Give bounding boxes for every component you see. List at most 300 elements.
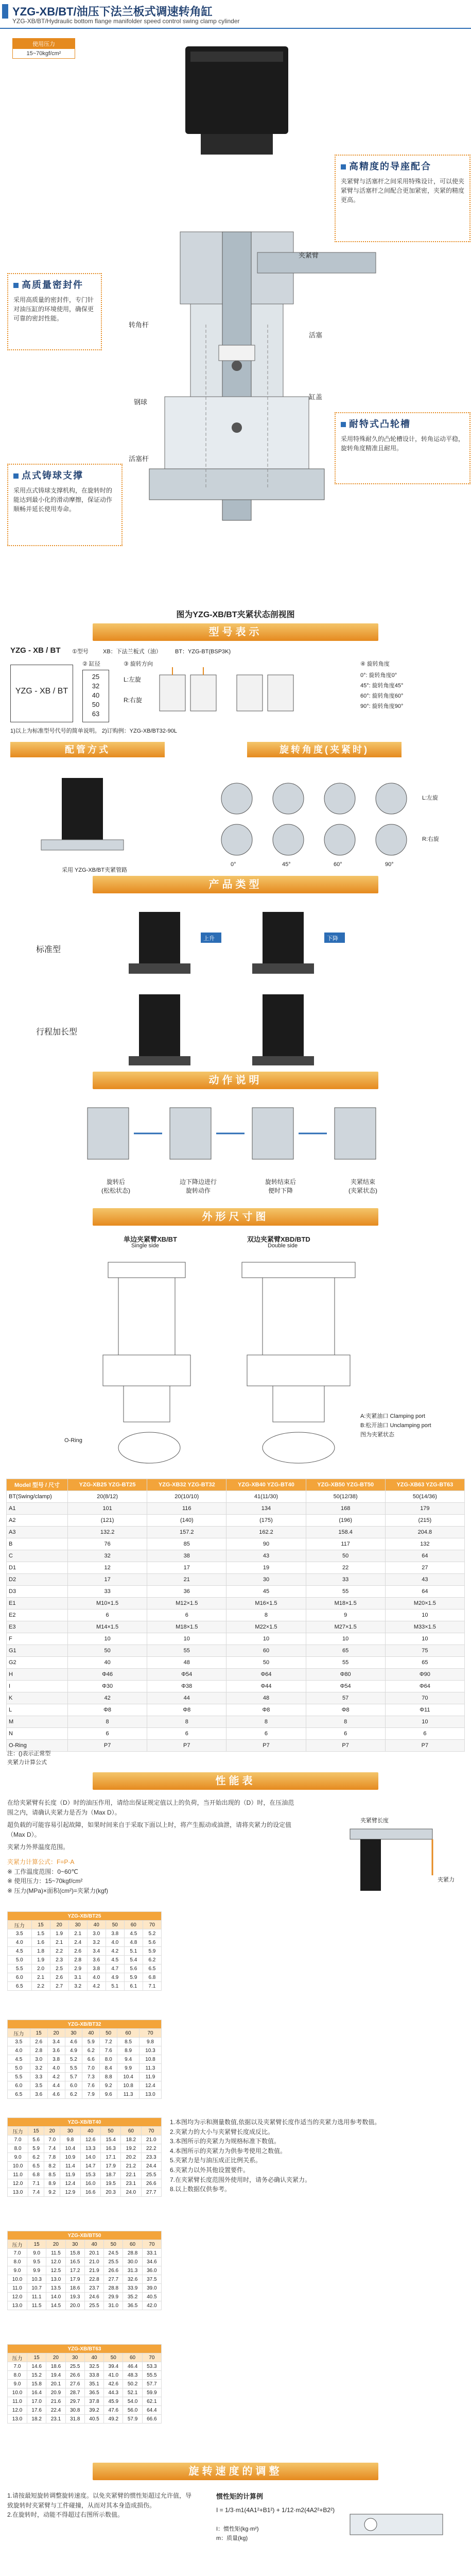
dim-table-row	[7, 1621, 465, 1633]
dim-legend-b: B:松开油口 Unclamping port	[360, 1422, 431, 1429]
perf-table-cell: 6.0	[8, 1973, 32, 1982]
dim-table-cell: 116	[147, 1503, 226, 1515]
perf-table-cell: 27.6	[65, 2380, 84, 2388]
perf-table-col: 60	[117, 2029, 139, 2038]
perf-table-cell: 5.0	[8, 1956, 32, 1964]
perf-table-cell: 2.6	[68, 1947, 87, 1956]
dim-table-cell: 132.2	[68, 1527, 147, 1538]
section-rotation: 旋转角度(夹紧时)	[247, 742, 402, 757]
dim-table-row	[7, 1657, 465, 1669]
perf-table-cell: 8.2	[44, 2162, 60, 2171]
bore-option: 40	[92, 691, 100, 699]
perf-table-cell: 20.3	[100, 2188, 120, 2197]
perf-table-row	[8, 2153, 162, 2162]
type-extended: 行程加长型	[36, 1028, 78, 1037]
perf-table-cell: 12.5	[46, 2266, 65, 2275]
callout-support-title: 点式铸球支撑	[22, 470, 83, 481]
bore-option: 32	[92, 682, 100, 690]
perf-table-cell: 1.8	[31, 1947, 50, 1956]
tag-up: 上升	[203, 936, 215, 942]
dim-table-cell: G2	[7, 1657, 68, 1669]
perf-table-cell: 4.5	[106, 1956, 124, 1964]
speed-unit: m：质量(kg)	[216, 2535, 248, 2541]
perf-table-cell: 21.0	[84, 2258, 103, 2266]
dim-table-cell: 64	[385, 1550, 464, 1562]
rotation-angle: 45°	[282, 861, 291, 868]
perf-table-col: 50	[104, 2240, 123, 2249]
perf-table-cell: 34.6	[142, 2258, 161, 2266]
dim-header-cell: YZG-XB40 YZG-BT40	[226, 1479, 306, 1491]
perf-table-cell: 56.0	[123, 2406, 142, 2415]
perf-table-cell: 5.5	[65, 2064, 82, 2073]
dim-table-cell: 43	[226, 1550, 306, 1562]
dim-table-cell: Φ64	[385, 1681, 464, 1692]
perf-spec: ※ 使用压力：15~70kgf/cm²	[7, 1877, 83, 1885]
dim-table-cell: Φ44	[226, 1681, 306, 1692]
label-clamp-arm: 夹紧臂	[299, 251, 319, 259]
perf-table-cell: 23.1	[46, 2415, 65, 2424]
dim-table-row	[7, 1527, 465, 1538]
bore-options	[82, 670, 109, 722]
perf-table-cell: 36.5	[123, 2301, 142, 2310]
perf-table-cell: 9.0	[8, 2153, 28, 2162]
dim-table-cell: 50	[226, 1657, 306, 1669]
dim-table-cell: 33	[306, 1574, 385, 1586]
perf-table-cell: 5.6	[143, 1938, 161, 1947]
perf-table-cell: 30.0	[123, 2258, 142, 2266]
dim-table-row	[7, 1681, 465, 1692]
section-piping: 配管方式	[10, 742, 165, 757]
perf-table-cell: 9.0	[8, 2380, 27, 2388]
perf-table-cell: 55.5	[142, 2371, 161, 2380]
perf-table-row	[8, 2380, 162, 2388]
perf-table-col: 15	[28, 2127, 44, 2136]
dim-table-cell: 179	[385, 1503, 464, 1515]
callout-precision-text: 夹紧臂与活塞杆之间采用特殊设计，可以使夹紧臂与活塞杆之间配合更加紧密，夹紧的精度更高。	[341, 178, 465, 204]
perf-table-cell: 9.0	[27, 2249, 46, 2258]
dim-table-cell: 90	[226, 1538, 306, 1550]
perf-table-cell: 18.7	[100, 2171, 120, 2179]
dim-table-cell: Φ54	[306, 1681, 385, 1692]
perf-table-cell: 24.0	[121, 2188, 141, 2197]
perf-table-cell: 59.9	[142, 2388, 161, 2397]
perf-table-col: 20	[46, 2240, 65, 2249]
perf-table-cell: 46.4	[123, 2362, 142, 2371]
perf-table-cell: 11.4	[60, 2162, 80, 2171]
perf-table-cell: 2.0	[31, 1964, 50, 1973]
dim-table-cell: 10	[306, 1633, 385, 1645]
perf-table-cell: 6.2	[143, 1956, 161, 1964]
perf-table-row	[8, 2388, 162, 2397]
dim-table-cell: 6	[68, 1728, 147, 1740]
perf-table-title: YZG-XB/BT25	[8, 1912, 162, 1921]
perf-table-col: 15	[31, 1921, 50, 1929]
perf-note: 6.夹紧力以外其他设置要件。	[170, 2166, 250, 2174]
perf-table-cell: 7.0	[8, 2136, 28, 2144]
perf-table-row	[8, 1964, 162, 1973]
perf-table-cell: 29.9	[104, 2293, 123, 2301]
perf-table-row	[8, 2406, 162, 2415]
dim-table-cell: 134	[226, 1503, 306, 1515]
dim-table-cell: I	[7, 1681, 68, 1692]
section-product-types: 产品类型	[93, 876, 378, 893]
perf-table-cell: 8.9	[44, 2179, 60, 2188]
callout-groove-text: 采用特殊耐久的凸轮槽设计，转角运动平稳，旋转角度精准且耐用。	[341, 435, 465, 452]
perf-table-cell: 2.6	[50, 1973, 68, 1982]
dim-table-row	[7, 1538, 465, 1550]
perf-table-cell: 32.6	[123, 2275, 142, 2284]
perf-table-row	[8, 2064, 162, 2073]
section-dimensions: 外形尺寸图	[93, 1208, 378, 1226]
perf-table-cell: 13.0	[46, 2275, 65, 2284]
perf-table-cell: 12.0	[8, 2179, 28, 2188]
dim-table-cell: 17	[68, 1574, 147, 1586]
perf-table-cell: 29.7	[65, 2397, 84, 2406]
perf-table-cell: 8.4	[100, 2064, 117, 2073]
dim-table-cell: 8	[68, 1716, 147, 1728]
motion-step-1: 旋转后 (松松状态)	[101, 1178, 130, 1194]
pressure-value: 15~70kgf/cm²	[26, 50, 61, 57]
perf-table-cell: 35.2	[123, 2293, 142, 2301]
dim-table-cell: 157.2	[147, 1527, 226, 1538]
perf-table-cell: 9.2	[44, 2188, 60, 2197]
dim-table-cell: 19	[226, 1562, 306, 1574]
perf-table-cell: 24.6	[84, 2293, 103, 2301]
perf-table-col: 30	[65, 2029, 82, 2038]
perf-table-cell: 3.0	[87, 1929, 106, 1938]
dim-table-cell: G1	[7, 1645, 68, 1657]
model-code-box	[10, 665, 73, 722]
perf-table-cell: 4.5	[8, 2055, 30, 2064]
dim-header-cell: Model 型号 / 尺寸	[7, 1479, 68, 1491]
dim-table-cell: 65	[306, 1645, 385, 1657]
perf-table-cell: 37.5	[142, 2275, 161, 2284]
dim-table-cell: 6	[385, 1728, 464, 1740]
model-type-header: ①型号	[72, 649, 89, 655]
perf-table-cell: 9.8	[60, 2136, 80, 2144]
perf-table-cell: 20.9	[46, 2388, 65, 2397]
perf-table-title: YZG-XB/BT32	[8, 2020, 162, 2029]
model-footnote: 1)以上为标准型号代号的简单说明。 2)订购例：YZG-XB/BT32-90L	[10, 728, 177, 734]
dim-table-cell: 50(14/36)	[385, 1491, 464, 1503]
dim-table-cell: 6	[147, 1609, 226, 1621]
perf-table-cell: 11.1	[27, 2293, 46, 2301]
perf-table-cell: 5.2	[65, 2055, 82, 2064]
perf-table-cell: 8.0	[100, 2055, 117, 2064]
perf-table-cell: 25.5	[84, 2301, 103, 2310]
dim-table-cell: A2	[7, 1515, 68, 1527]
perf-table	[7, 2117, 162, 2197]
perf-table-row	[8, 2171, 162, 2179]
square-icon	[13, 473, 19, 479]
dim-table-cell: Φ46	[68, 1669, 147, 1681]
perf-table-cell: 19.2	[121, 2144, 141, 2153]
dim-table-cell: 75	[385, 1645, 464, 1657]
perf-table-cell: 10.8	[139, 2055, 162, 2064]
page-title: YZG-XB/BT/油压下法兰板式调速转角缸	[12, 5, 213, 18]
dim-table-cell: 44	[147, 1692, 226, 1704]
perf-table-cell: 4.0	[47, 2064, 65, 2073]
perf-table-cell: 8.0	[8, 2258, 27, 2266]
pressure-label: 使用压力	[13, 39, 75, 49]
perf-table-cell: 54.0	[123, 2397, 142, 2406]
perf-table-cell: 9.5	[27, 2258, 46, 2266]
perf-table-cell: 22.1	[121, 2171, 141, 2179]
perf-table-cell: 8.0	[8, 2144, 28, 2153]
perf-table-cell: 6.2	[82, 2046, 100, 2055]
dim-table-cell: 27	[385, 1562, 464, 1574]
speed-unit: I：惯性矩(kg·m²)	[216, 2526, 259, 2532]
perf-table-cell: 3.2	[30, 2064, 47, 2073]
perf-table-cell: 7.2	[100, 2038, 117, 2046]
perf-table-cell: 14.7	[80, 2162, 100, 2171]
perf-table-cell: 15.2	[27, 2371, 46, 2380]
dim-table-body	[7, 1491, 465, 1752]
perf-table-cell: 6.5	[28, 2162, 44, 2171]
perf-table-cell: 16.6	[80, 2188, 100, 2197]
dim-table-cell: P7	[385, 1740, 464, 1752]
perf-table-cell: 62.1	[142, 2397, 161, 2406]
dim-table-cell: (175)	[226, 1515, 306, 1527]
perf-table-cell: 11.9	[139, 2073, 162, 2081]
perf-formula: 夹紧力计算公式：F=P·A	[7, 1858, 75, 1866]
callout-precision	[335, 155, 470, 242]
perf-table-cell: 9.0	[8, 2266, 27, 2275]
perf-table-col: 压力	[8, 1921, 32, 1929]
perf-table-col: 30	[68, 1921, 87, 1929]
perf-table-cell: 3.5	[8, 2038, 30, 2046]
perf-table-cell: 2.2	[31, 1982, 50, 1991]
rotation-left: L:左旋	[422, 795, 439, 801]
callout-precision-title: 高精度的导座配合	[349, 161, 431, 172]
perf-table-row	[8, 2055, 162, 2064]
dim-table-cell: Φ80	[306, 1669, 385, 1681]
perf-table-cell: 4.0	[8, 1938, 32, 1947]
perf-table-cell: 2.1	[31, 1973, 50, 1982]
direction-right: R:右旋	[124, 697, 143, 704]
perf-table-cell: 40.5	[142, 2293, 161, 2301]
perf-table-cell: 10.0	[8, 2162, 28, 2171]
perf-table	[7, 2344, 162, 2424]
square-icon	[341, 164, 346, 170]
dim-table-cell: C	[7, 1550, 68, 1562]
dim-table-cell: 41(11/30)	[226, 1491, 306, 1503]
dim-table-cell: Φ30	[68, 1681, 147, 1692]
perf-table-cell: 11.3	[117, 2090, 139, 2099]
dim-table-row	[7, 1704, 465, 1716]
dim-table-row	[7, 1645, 465, 1657]
perf-table-cell: 8.8	[100, 2073, 117, 2081]
dim-table-cell: Φ8	[147, 1704, 226, 1716]
dim-table-cell: 32	[68, 1550, 147, 1562]
perf-table-cell: 27.7	[104, 2275, 123, 2284]
perf-table-cell: 7.0	[8, 2362, 27, 2371]
perf-table-cell: 28.8	[104, 2284, 123, 2293]
perf-table-row	[8, 2266, 162, 2275]
bore-option: 25	[92, 673, 100, 681]
perf-table-cell: 5.9	[124, 1973, 143, 1982]
dim-table-cell: 22	[306, 1562, 385, 1574]
dim-table-cell: P7	[306, 1740, 385, 1752]
perf-table-row	[8, 2038, 162, 2046]
dim-table-row	[7, 1728, 465, 1740]
perf-table-cell: 11.0	[8, 2284, 27, 2293]
dim-table-cell: 36	[147, 1586, 226, 1598]
perf-table-row	[8, 2179, 162, 2188]
dim-table-header	[7, 1479, 465, 1491]
perf-table-cell: 20.0	[65, 2301, 84, 2310]
callout-seal	[7, 273, 102, 350]
perf-bullets	[7, 1798, 295, 1895]
perf-table-row	[8, 2275, 162, 2284]
perf-table-cell: 7.1	[28, 2179, 44, 2188]
perf-table-cell: 42.0	[142, 2301, 161, 2310]
dim-table-cell: Φ8	[68, 1704, 147, 1716]
dim-double-label: 双边夹紧臂XBD/BTD	[247, 1235, 310, 1243]
perf-table-cell: 20.1	[46, 2380, 65, 2388]
perf-table-cell: 7.1	[143, 1982, 161, 1991]
perf-table-cell: 25.5	[104, 2258, 123, 2266]
section-performance: 性能表	[93, 1772, 378, 1790]
header	[0, 0, 471, 31]
section-model: 型号表示	[93, 623, 378, 641]
perf-table-row	[8, 1938, 162, 1947]
label-cover: 缸盖	[309, 393, 323, 401]
perf-table-cell: 3.6	[47, 2046, 65, 2055]
dim-table-cell: P7	[147, 1740, 226, 1752]
perf-table-cell: 5.4	[124, 1956, 143, 1964]
perf-table-cell: 11.0	[8, 2397, 27, 2406]
perf-table-cell: 9.4	[117, 2055, 139, 2064]
dim-table-row	[7, 1586, 465, 1598]
callout-groove-title: 耐特式凸轮槽	[349, 419, 411, 429]
perf-table-cell: 36.0	[142, 2266, 161, 2275]
perf-table-col: 50	[106, 1921, 124, 1929]
perf-table-cell: 27.7	[141, 2188, 161, 2197]
perf-table-cell: 4.0	[106, 1938, 124, 1947]
dim-table-cell: M33×1.5	[385, 1621, 464, 1633]
perf-table-cell: 4.6	[65, 2038, 82, 2046]
perf-table-cell: 5.7	[65, 2073, 82, 2081]
label-piston: 活塞	[309, 331, 323, 339]
perf-table-cell: 42.6	[104, 2380, 123, 2388]
perf-table-cell: 4.0	[8, 2046, 30, 2055]
perf-table-cell: 2.2	[50, 1947, 68, 1956]
dim-table-cell: M22×1.5	[226, 1621, 306, 1633]
dim-note2: 夹紧力计算公式	[7, 1759, 47, 1766]
perf-note: 5.夹紧力是与油压成正比例关系。	[170, 2157, 262, 2164]
dim-table-cell: M12×1.5	[147, 1598, 226, 1609]
perf-table-cell: 49.2	[104, 2415, 123, 2424]
perf-table-cell: 6.0	[65, 2081, 82, 2090]
perf-table	[7, 1911, 162, 1991]
perf-table-cell: 6.1	[124, 1982, 143, 1991]
perf-table-cell: 26.6	[104, 2266, 123, 2275]
dim-table-row	[7, 1562, 465, 1574]
perf-table-cell: 28.7	[65, 2388, 84, 2397]
perf-table-col: 压力	[8, 2029, 30, 2038]
header-divider	[0, 28, 471, 29]
perf-table-cell: 47.6	[104, 2406, 123, 2415]
dim-table-cell: 204.8	[385, 1527, 464, 1538]
perf-table-cell: 26.6	[65, 2371, 84, 2380]
model-code: YZG - XB / BT	[10, 646, 61, 655]
perf-table-cell: 13.0	[8, 2415, 27, 2424]
perf-table-cell: 3.4	[87, 1947, 106, 1956]
perf-table-col: 40	[87, 1921, 106, 1929]
dim-table-cell: 10	[226, 1633, 306, 1645]
perf-table-cell: 18.2	[121, 2136, 141, 2144]
perf-table-title: YZG-XB/BT63	[8, 2345, 162, 2353]
perf-table-row	[8, 1929, 162, 1938]
perf-table-cell: 21.6	[46, 2397, 65, 2406]
dim-note1: 注：()表示正常型	[7, 1751, 51, 1757]
perf-table-cell: 17.0	[27, 2397, 46, 2406]
perf-table-cell: 9.9	[27, 2266, 46, 2275]
perf-table-cell: 6.5	[143, 1964, 161, 1973]
perf-table	[7, 2020, 162, 2099]
dim-table-row	[7, 1692, 465, 1704]
perf-table-row	[8, 1982, 162, 1991]
perf-table-cell: 4.6	[47, 2090, 65, 2099]
dim-header-cell: YZG-XB50 YZG-BT50	[306, 1479, 385, 1491]
perf-table-cell: 39.2	[84, 2406, 103, 2415]
dim-table-cell: 60	[226, 1645, 306, 1657]
perf-table-col: 60	[124, 1921, 143, 1929]
perf-table-col: 20	[50, 1921, 68, 1929]
perf-table-cell: 10.0	[8, 2275, 27, 2284]
dim-table-cell: A1	[7, 1503, 68, 1515]
perf-table-cell: 3.5	[8, 1929, 32, 1938]
perf-note: 3.本图所示的夹紧力为规格标准下数值。	[170, 2138, 281, 2145]
rotation-diagram	[206, 768, 463, 860]
perf-table-cell: 12.9	[60, 2188, 80, 2197]
perf-table-cell: 7.6	[82, 2081, 100, 2090]
perf-table-col: 60	[123, 2353, 142, 2362]
perf-table-cell: 12.0	[46, 2258, 65, 2266]
callout-support	[7, 464, 123, 546]
perf-diagram	[329, 1798, 458, 1901]
perf-table-cell: 5.0	[8, 2064, 30, 2073]
perf-table-cell: 19.4	[46, 2371, 65, 2380]
dim-table-cell: 12	[68, 1562, 147, 1574]
angle-option: 45°: 旋转角度45°	[360, 683, 404, 689]
dim-table-cell: Φ8	[226, 1704, 306, 1716]
dim-table-cell: E2	[7, 1609, 68, 1621]
perf-table-cell: 16.4	[27, 2388, 46, 2397]
perf-table-cell: 23.1	[121, 2179, 141, 2188]
perf-table-cell: 45.9	[104, 2397, 123, 2406]
perf-table-cell: 52.1	[123, 2388, 142, 2397]
dim-table-cell: M18×1.5	[147, 1621, 226, 1633]
perf-table-col: 30	[65, 2353, 84, 2362]
dim-table-cell: 30	[226, 1574, 306, 1586]
perf-table-row	[8, 1956, 162, 1964]
perf-table-cell: 8.5	[117, 2038, 139, 2046]
perf-bullet: 超负载的可能容易引起故障，如果时间来自于采取下面以上时，将产生振动或油泄，请将夹紧力的设定值（Max D）。	[7, 1821, 292, 1838]
perf-table-cell: 5.6	[28, 2136, 44, 2144]
perf-table-row	[8, 1973, 162, 1982]
rotation-right: R:右旋	[422, 836, 439, 842]
perf-table-cell: 5.9	[143, 1947, 161, 1956]
perf-table-cell: 13.0	[8, 2301, 27, 2310]
perf-table-cell: 6.2	[65, 2090, 82, 2099]
perf-table-cell: 16.5	[65, 2258, 84, 2266]
perf-table-cell: 5.1	[106, 1982, 124, 1991]
callout-groove	[335, 412, 470, 484]
inertia-diagram	[329, 2494, 458, 2566]
perf-table-cell: 12.6	[80, 2136, 100, 2144]
